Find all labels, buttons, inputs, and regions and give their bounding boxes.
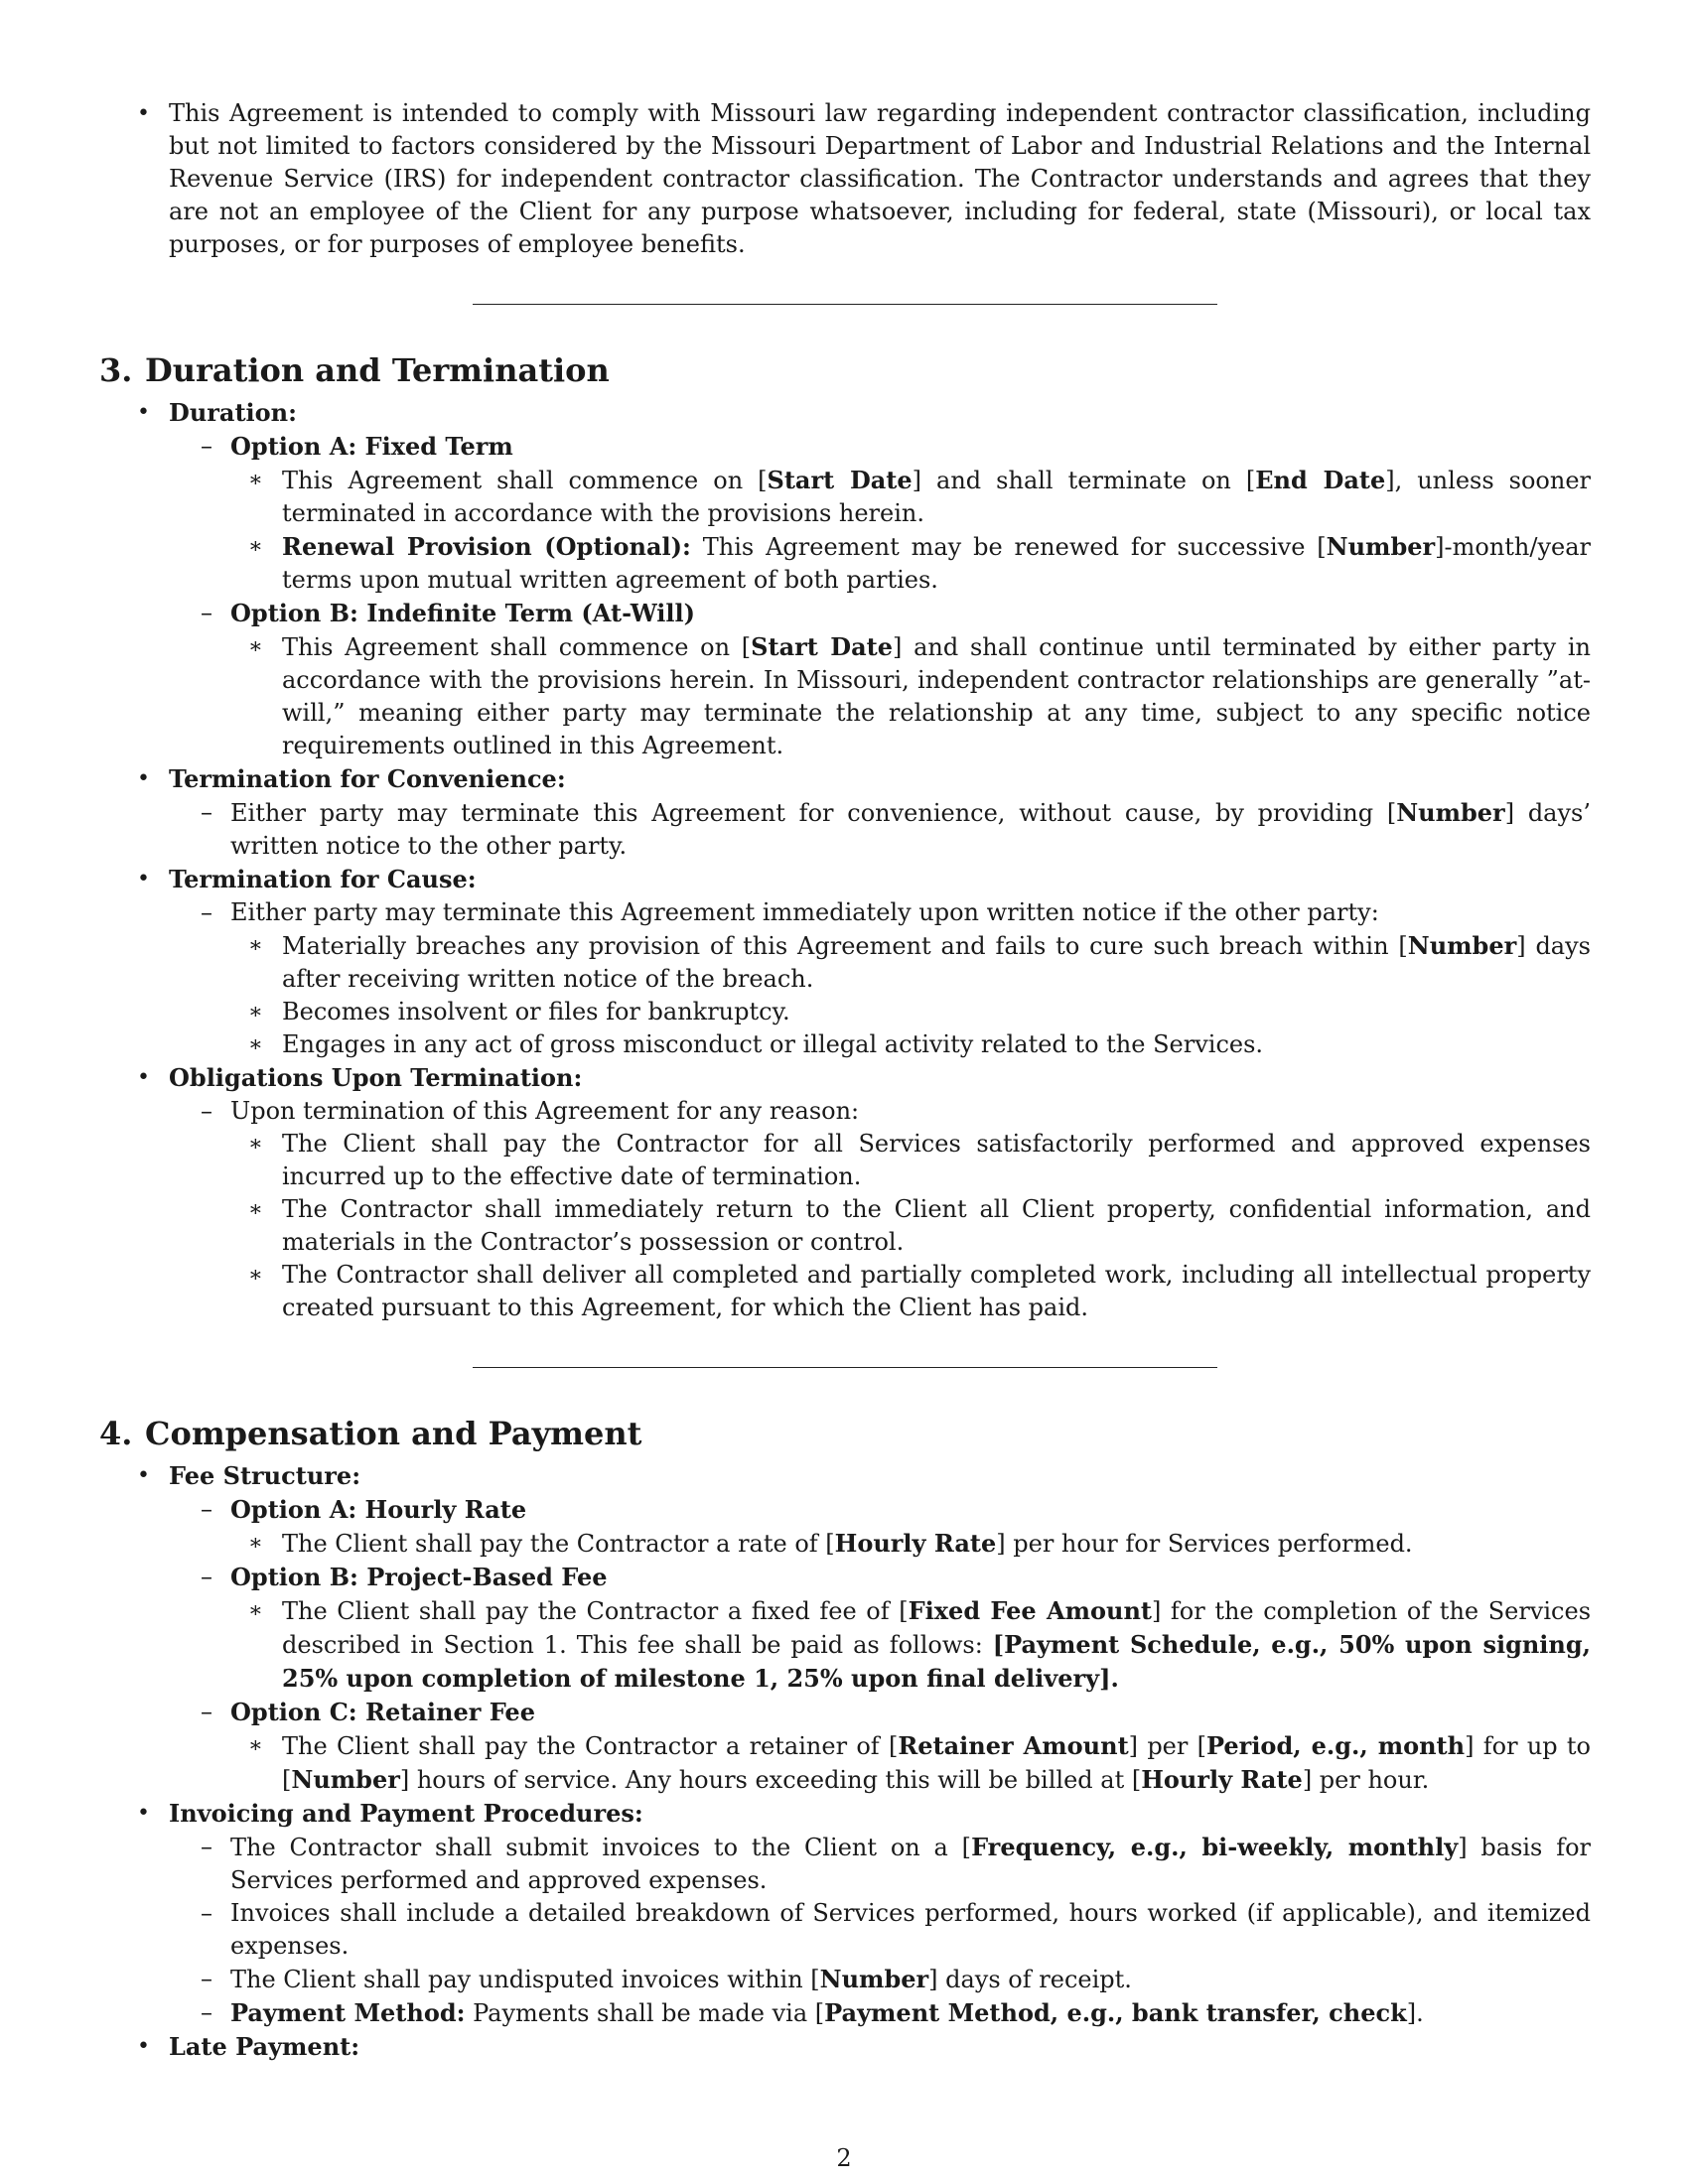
placeholder-field: End Date xyxy=(1255,466,1386,494)
placeholder-field: Start Date xyxy=(767,466,913,494)
list xyxy=(230,630,1591,762)
placeholder-field: Number xyxy=(291,1765,400,1794)
list-item xyxy=(99,97,1591,261)
paragraph xyxy=(282,530,1591,597)
text-content: ] and shall continue until terminated by either party in accordance with the provisions herein. In Missouri, independent contractor relationships are generally ”at-will,” meaning either party may terminate the relationship at any time, subject to any specific notice requirements outlined in this Agreement. xyxy=(282,633,1591,759)
list-item xyxy=(230,1729,1591,1797)
placeholder-field: Payment Method, e.g., bank transfer, check xyxy=(824,1998,1407,2027)
paragraph xyxy=(282,630,1591,762)
paragraph xyxy=(282,1729,1591,1797)
inline-label: Renewal Provision (Optional): xyxy=(282,532,691,561)
paragraph xyxy=(282,1527,1591,1561)
list-item xyxy=(169,1897,1591,1963)
text-content: ] per hour. xyxy=(1302,1766,1430,1794)
list-item xyxy=(230,1193,1591,1259)
paragraph xyxy=(282,464,1591,530)
duration-label: Duration: xyxy=(169,398,297,427)
text-content: ] days of receipt. xyxy=(928,1966,1132,1993)
placeholder-field: [Payment Schedule, e.g., 50% upon signing, 25% upon completion of milestone 1, 25% upon final delivery]. xyxy=(282,1630,1592,1693)
list-item xyxy=(169,796,1591,863)
late-payment-label: Late Payment: xyxy=(169,2032,360,2061)
paragraph xyxy=(230,1963,1591,1996)
option-label: Option A: Hourly Rate xyxy=(230,1495,527,1524)
text-content: ], unless sooner terminated in accordance with the provisions herein. xyxy=(282,467,1592,527)
section-4-list xyxy=(99,1459,1591,2064)
section-title: Compensation and Payment xyxy=(145,1415,642,1452)
paragraph: ∗ The Contractor shall immediately return to the Client all Client property, confidential information, and materials in the Contractor’s possession or control. xyxy=(282,1195,1591,1256)
list-item xyxy=(230,630,1591,762)
list-item xyxy=(99,762,1591,863)
invoicing-label: Invoicing and Payment Procedures: xyxy=(169,1799,643,1828)
text-content: Materially breaches any provision of this Agreement and fails to cure such breach within [ xyxy=(282,932,1408,960)
list xyxy=(169,796,1591,863)
paragraph xyxy=(282,1594,1591,1696)
list xyxy=(169,430,1591,762)
list xyxy=(230,464,1591,597)
text-content: Either party may terminate this Agreement for convenience, without cause, by providing [ xyxy=(230,799,1397,827)
list-item xyxy=(230,929,1591,996)
placeholder-field: Hourly Rate xyxy=(1141,1765,1303,1794)
list-item xyxy=(230,1128,1591,1193)
list-item xyxy=(169,1831,1591,1897)
option-label: Option C: Retainer Fee xyxy=(230,1698,535,1726)
horizontal-rule xyxy=(473,1367,1217,1368)
section-3-heading xyxy=(99,350,1591,390)
text-content: The Client shall pay the Contractor a fixed fee of [ xyxy=(282,1597,909,1625)
text-content: ] days after receiving written notice of the breach. xyxy=(282,932,1591,993)
text-content: The Client shall pay undisputed invoices within [ xyxy=(230,1966,820,1993)
list xyxy=(230,1527,1591,1561)
list-item xyxy=(169,896,1591,1061)
section-number: 3. xyxy=(99,351,133,389)
list xyxy=(230,1729,1591,1797)
list-item xyxy=(99,863,1591,1061)
text-content: ]. xyxy=(1406,1999,1424,2027)
text-content: ] hours of service. Any hours exceeding this will be billed at [ xyxy=(399,1766,1142,1794)
cause-label: Termination for Cause: xyxy=(169,865,477,893)
paragraph: ∗ The Client shall pay the Contractor for all Services satisfactorily performed and approved expenses incurred up to the effective date of termination. xyxy=(282,1130,1591,1190)
section-3-list xyxy=(99,396,1591,1324)
page-content xyxy=(99,97,1591,2064)
placeholder-field: Retainer Amount xyxy=(898,1731,1129,1760)
list-item xyxy=(230,996,1591,1028)
list-item xyxy=(169,1095,1591,1324)
paragraph xyxy=(230,1831,1591,1897)
list-item xyxy=(99,1459,1591,1797)
paragraph: – Invoices shall include a detailed breakdown of Services performed, hours worked (if applicable), and itemized expenses. xyxy=(230,1899,1591,1960)
placeholder-field: Number xyxy=(1326,532,1436,561)
text-content: The Client shall pay the Contractor a retainer of [ xyxy=(282,1732,899,1760)
placeholder-field: Fixed Fee Amount xyxy=(908,1596,1152,1625)
list-item xyxy=(99,396,1591,762)
text-content: ] days’ written notice to the other party. xyxy=(230,799,1591,860)
placeholder-field: Number xyxy=(1407,931,1517,960)
page-number: 2 xyxy=(836,2144,852,2172)
placeholder-field: Hourly Rate xyxy=(834,1529,997,1558)
list-item xyxy=(230,530,1591,597)
list-item xyxy=(230,1028,1591,1061)
list-item xyxy=(230,1527,1591,1561)
paragraph xyxy=(230,1996,1591,2030)
placeholder-field: Start Date xyxy=(751,632,894,661)
text-content: ] for up to [ xyxy=(282,1732,1592,1794)
text-content: This Agreement may be renewed for successive [ xyxy=(690,533,1327,561)
text-content: Payments shall be made via [ xyxy=(465,1999,825,2027)
text-content: ]-month/year terms upon mutual written agreement of both parties. xyxy=(282,533,1592,594)
text-content: ] per [ xyxy=(1128,1732,1206,1760)
paragraph xyxy=(230,796,1591,863)
option-label: Option A: Fixed Term xyxy=(230,432,513,461)
list xyxy=(230,929,1591,1061)
inline-label: Payment Method: xyxy=(230,1998,466,2027)
list xyxy=(169,896,1591,1061)
section-number: 4. xyxy=(99,1415,133,1452)
horizontal-rule xyxy=(473,304,1217,305)
list xyxy=(230,1594,1591,1696)
placeholder-field: Period, e.g., month xyxy=(1206,1731,1466,1760)
intro-paragraph: • This Agreement is intended to comply with Missouri law regarding independent contractor classification, including but not limited to factors considered by the Missouri Department of Labor and Industrial Relations and the Internal Revenue Service (IRS) for independent contractor classification. The Contractor understands and agrees that they are not an employee of the Client for any purpose whatsoever, including for federal, state (Missouri), or local tax purposes, or for purposes of employee benefits. xyxy=(169,99,1591,258)
list-item xyxy=(99,1797,1591,2030)
text-content: ] basis for Services performed and approved expenses. xyxy=(230,1834,1592,1894)
text-content: ] and shall terminate on [ xyxy=(912,467,1256,494)
list-item xyxy=(99,2030,1591,2064)
text-content: ] for the completion of the Services described in Section 1. This fee shall be paid as follows: xyxy=(282,1597,1592,1659)
fee-structure-label: Fee Structure: xyxy=(169,1461,361,1490)
placeholder-field: Number xyxy=(1396,798,1505,827)
list-item xyxy=(230,1594,1591,1696)
list-item xyxy=(169,1561,1591,1696)
list-item xyxy=(169,1696,1591,1797)
paragraph: – Either party may terminate this Agreement immediately upon written notice if the other party: xyxy=(230,898,1379,926)
text-content: The Contractor shall submit invoices to the Client on a [ xyxy=(230,1834,972,1861)
placeholder-field: Number xyxy=(819,1965,929,1993)
placeholder-field: Frequency, e.g., bi-weekly, monthly xyxy=(971,1833,1459,1861)
list xyxy=(230,1128,1591,1324)
obligations-label: Obligations Upon Termination: xyxy=(169,1063,583,1092)
paragraph: ∗ Engages in any act of gross misconduct or illegal activity related to the Services. xyxy=(282,1030,1264,1058)
list xyxy=(169,1493,1591,1797)
text-content: This Agreement shall commence on [ xyxy=(282,633,752,661)
list-item xyxy=(169,430,1591,597)
paragraph: ∗ Becomes insolvent or files for bankruptcy. xyxy=(282,998,790,1025)
text-content: ] per hour for Services performed. xyxy=(996,1530,1413,1558)
list xyxy=(169,1095,1591,1324)
text-content: This Agreement shall commence on [ xyxy=(282,467,768,494)
list-item xyxy=(169,1963,1591,1996)
intro-list xyxy=(99,97,1591,261)
section-4-heading xyxy=(99,1414,1591,1453)
paragraph: – Upon termination of this Agreement for any reason: xyxy=(230,1097,860,1125)
option-label: Option B: Indefinite Term (At-Will) xyxy=(230,599,695,627)
option-label: Option B: Project-Based Fee xyxy=(230,1563,608,1591)
list-item xyxy=(230,1259,1591,1324)
list-item xyxy=(169,597,1591,762)
section-title: Duration and Termination xyxy=(145,351,610,389)
paragraph: ∗ The Contractor shall deliver all completed and partially completed work, including all intellectual property created pursuant to this Agreement, for which the Client has paid. xyxy=(282,1261,1591,1321)
list-item xyxy=(169,1996,1591,2030)
paragraph xyxy=(282,929,1591,996)
list-item xyxy=(99,1061,1591,1324)
list xyxy=(169,1831,1591,2030)
convenience-label: Termination for Convenience: xyxy=(169,764,566,793)
list-item xyxy=(169,1493,1591,1561)
list-item xyxy=(230,464,1591,530)
text-content: The Client shall pay the Contractor a rate of [ xyxy=(282,1530,835,1558)
